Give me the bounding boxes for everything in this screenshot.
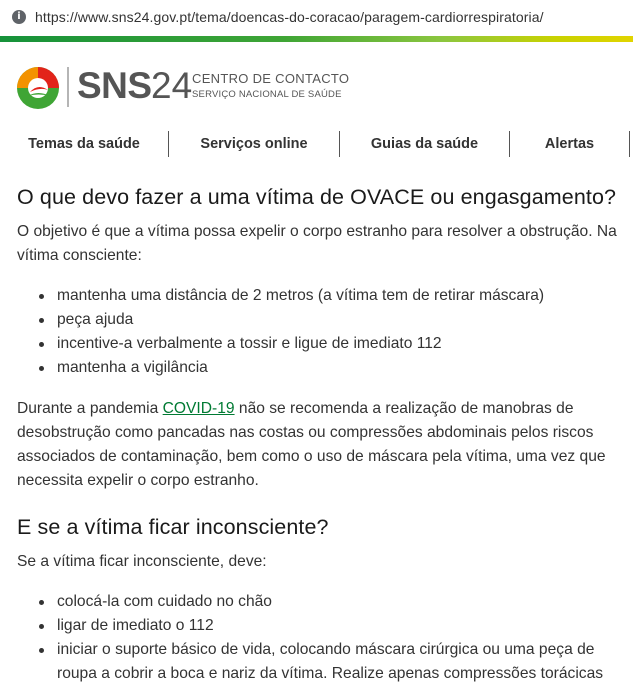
nav-item-alertas[interactable]: Alertas [544, 136, 595, 152]
unconscious-victim-list [17, 590, 617, 686]
url-text[interactable]: https://www.sns24.gov.pt/tema/doencas-do-coracao/paragem-cardiorrespiratoria/ [35, 9, 544, 25]
nav-item-temas-da-saude[interactable]: Temas da saúde [28, 136, 140, 152]
header-subtitle: SERVIÇO NACIONAL DE SAÚDE [192, 89, 342, 100]
main-nav [0, 128, 633, 160]
pandemic-paragraph [17, 397, 617, 493]
pandemic-text-end: não se recomenda a realização de manobras de desobstrução como pancadas nas costas ou compressões abdominais pelos riscos associados de contaminação, bem como o uso de máscara pela vítima, uma vez que necessita expelir o corpo estranho. [17, 400, 606, 489]
list-item: colocá-la com cuidado no chão [17, 590, 617, 614]
address-bar[interactable] [0, 0, 633, 36]
conscious-victim-list [17, 284, 617, 380]
section-heading-ovace: O que devo fazer a uma vítima de OVACE ou engasgamento? [17, 185, 617, 209]
info-icon[interactable]: i [12, 10, 26, 24]
section-intro: O objetivo é que a vítima possa expelir o corpo estranho para resolver a obstrução. Na vítima consciente: [17, 223, 617, 264]
nav-item-guias-da-saude[interactable]: Guias da saúde [370, 136, 479, 152]
list-item: iniciar o suporte básico de vida, colocando máscara cirúrgica ou uma peça de roupa a cobrir a boca e nariz da vítima. Realize apenas compressões torácicas [17, 638, 617, 686]
list-item: peça ajuda [17, 308, 617, 332]
nav-item-servicos-online[interactable]: Serviços online [200, 136, 308, 152]
brand-name: SNS [77, 65, 152, 106]
brand-number: 24 [151, 65, 193, 106]
covid-19-link[interactable]: COVID-19 [162, 400, 235, 417]
sns24-logo-icon[interactable] [16, 66, 60, 110]
section-heading-unconscious: E se a vítima ficar inconsciente? [17, 515, 329, 539]
list-item: mantenha a vigilância [17, 356, 617, 380]
logo-divider [67, 67, 69, 107]
header-stripe [0, 36, 633, 42]
list-item: incentive-a verbalmente a tossir e ligue de imediato 112 [17, 332, 617, 356]
section-intro: Se a vítima ficar inconsciente, deve: [17, 553, 267, 570]
header-title: CENTRO DE CONTACTO [192, 71, 350, 86]
list-item: ligar de imediato o 112 [17, 614, 617, 638]
pandemic-text-start: Durante a pandemia [17, 400, 163, 417]
list-item: mantenha uma distância de 2 metros (a vítima tem de retirar máscara) [17, 284, 617, 308]
article-content [17, 184, 617, 686]
nav-divider [629, 131, 630, 157]
